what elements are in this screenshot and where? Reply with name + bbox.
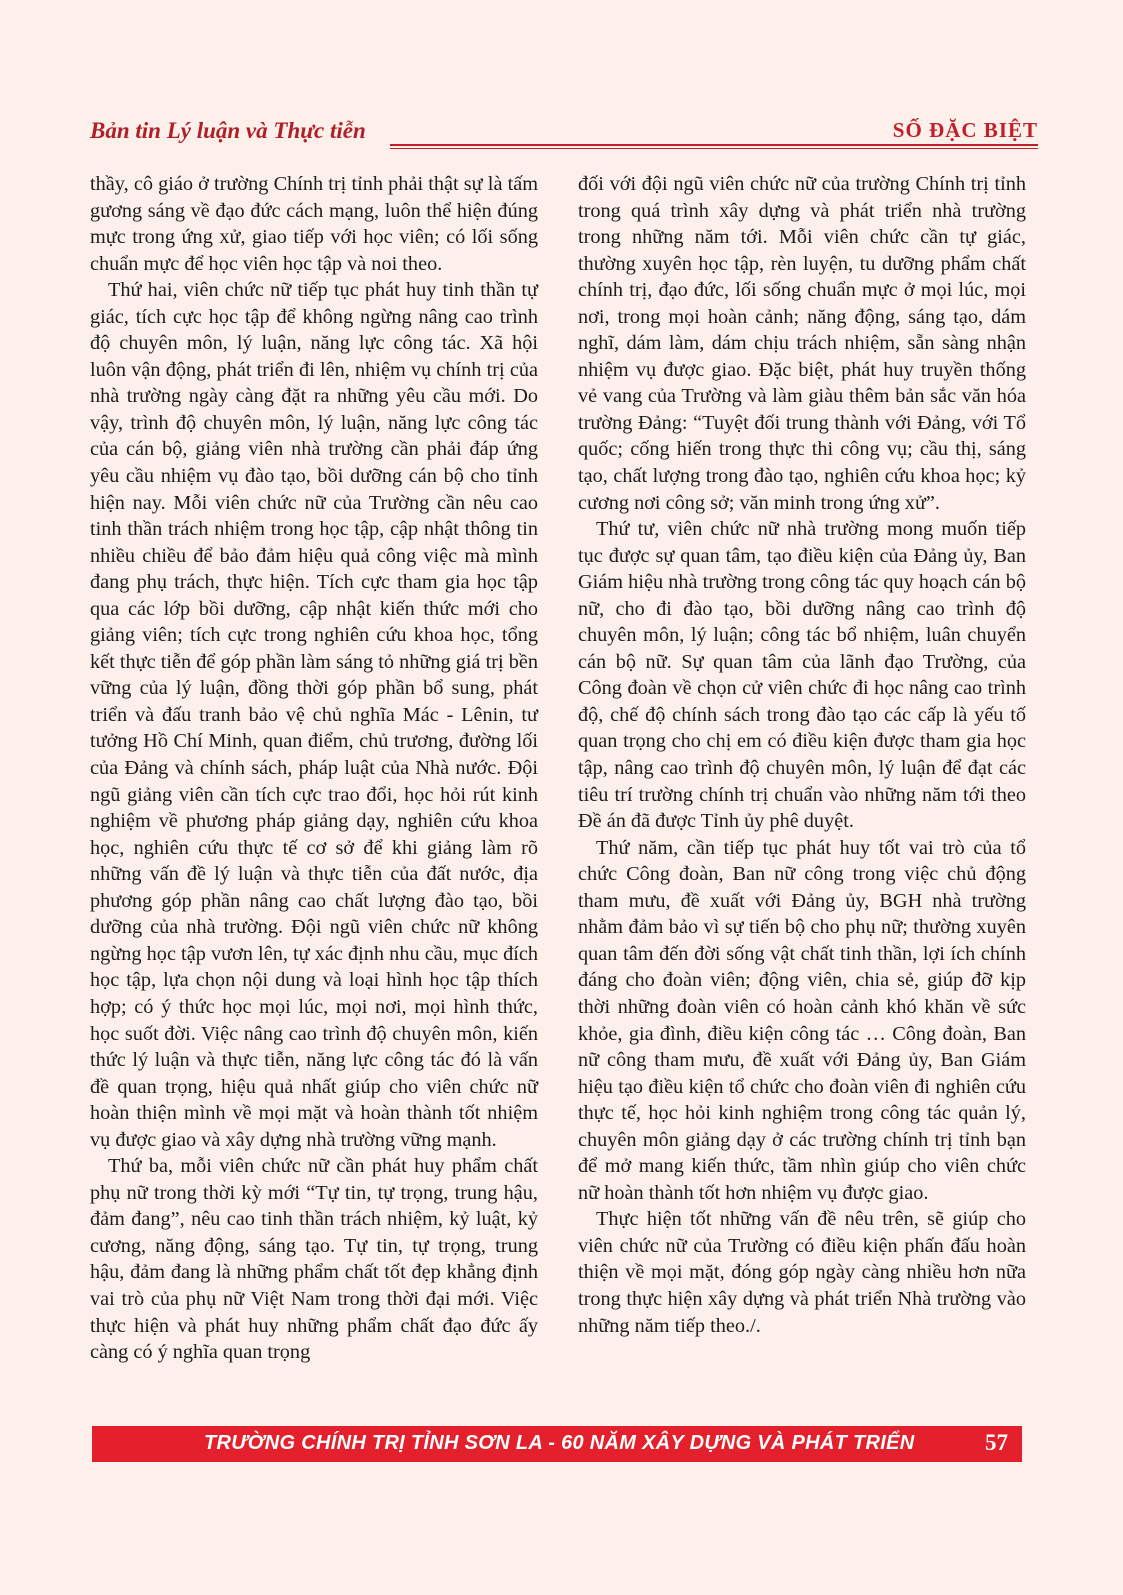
paragraph: đối với đội ngũ viên chức nữ của trường Chính trị tỉnh trong quá trình xây dựng và phát triển nhà trường trong những năm tới. Mỗi viên chức cần tự giác, thường xuyên học tập, rèn luyện, tu dưỡng phẩm chất chính trị, đạo đức, lối sống chuẩn mực ở mọi lúc, mọi nơi, trong mọi hoàn cảnh; năng động, sáng tạo, dám nghĩ, dám làm, dám chịu trách nhiệm, sẵn sàng nhận nhiệm vụ được giao. Đặc biệt, phát huy truyền thống vẻ vang của Trường và làm giàu thêm bản sắc văn hóa trường Đảng: “Tuyệt đối trung thành với Đảng, với Tổ quốc; cống hiến trong thực thi công vụ; cầu thị, sáng tạo, chất lượng trong đào tạo, nghiên cứu khoa học; kỷ cương nơi công sở; văn minh trong ứng xử”.: [578, 173, 1026, 514]
edition-label: SỐ ĐẶC BIỆT: [892, 118, 1038, 142]
paragraph: Thứ hai, viên chức nữ tiếp tục phát huy tinh thần tự giác, tích cực học tập để không ngừng nâng cao trình độ chuyên môn, lý luận, năng lực công tác. Xã hội luôn vận động, phát triển đi lên, nhiệm vụ chính trị của nhà trường ngày càng đặt ra những yêu cầu mới. Do vậy, trình độ chuyên môn, lý luận, năng lực công tác của cán bộ, giảng viên nhà trường cần phải đáp ứng yêu cầu nhiệm vụ đào tạo, bồi dưỡng cán bộ cho tỉnh hiện nay. Mỗi viên chức nữ của Trường cần nêu cao tinh thần trách nhiệm trong học tập, cập nhật thông tin nhiều chiều để bảo đảm hiệu quả công việc mà mình đang phụ trách, thực hiện. Tích cực tham gia học tập qua các lớp bồi dưỡng, cập nhật kiến thức mới cho giảng viên; tích cực trong nghiên cứu khoa học, tổng kết thực tiễn để góp phần làm sáng tỏ những giá trị bền vững của lý luận, đồng thời góp phần bổ sung, phát triển và đấu tranh bảo vệ chủ nghĩa Mác - Lênin, tư tưởng Hồ Chí Minh, quan điểm, chủ trương, đường lối của Đảng và chính sách, pháp luật của Nhà nước. Đội ngũ giảng viên cần tích cực trao đổi, học hỏi rút kinh nghiệm về phương pháp giảng dạy, nghiên cứu khoa học, nghiên cứu thực tế cơ sở để khi giảng làm rõ những vấn đề lý luận và thực tiễn của đất nước, địa phương góp phần nâng cao chất lượng đào tạo, bồi dưỡng của nhà trường. Đội ngũ viên chức nữ không ngừng học tập vươn lên, tự xác định nhu cầu, mục đích học tập, lựa chọn nội dung và loại hình học tập thích hợp; có ý thức học mọi lúc, mọi nơi, mọi hình thức, học suốt đời. Việc nâng cao trình độ chuyên môn, kiến thức lý luận và thực tiễn, năng lực công tác đó là vấn đề quan trọng, hiệu quả nhất giúp cho viên chức nữ hoàn thiện mình về mọi mặt và hoàn thành tốt nhiệm vụ được giao và xây dựng nhà trường vững mạnh.: [90, 279, 538, 1151]
footer-banner: [92, 1426, 1022, 1462]
left-column: [90, 171, 538, 1366]
page-number: 57: [985, 1430, 1008, 1455]
header-rule: [390, 144, 1038, 149]
paragraph: Thứ tư, viên chức nữ nhà trường mong muốn tiếp tục được sự quan tâm, tạo điều kiện của Đảng ủy, Ban Giám hiệu nhà trường trong công tác quy hoạch cán bộ nữ, cho đi đào tạo, bồi dưỡng nâng cao trình độ chuyên môn, lý luận; công tác bổ nhiệm, luân chuyển cán bộ nữ. Sự quan tâm của lãnh đạo Trường, của Công đoàn về chọn cử viên chức đi học nâng cao trình độ, chế độ chính sách trong đào tạo các cấp là yếu tố quan trọng cho chị em có điều kiện được tham gia học tập, nâng cao trình độ chuyên môn, lý luận để đạt các tiêu trí trường chính trị chuẩn vào những năm tới theo Đề án đã được Tỉnh ủy phê duyệt.: [578, 518, 1026, 833]
right-column: [578, 171, 1026, 1339]
article-body: [90, 171, 1038, 1416]
paragraph: Thực hiện tốt những vấn đề nêu trên, sẽ giúp cho viên chức nữ của Trường có điều kiện phấn đấu hoàn thiện về mọi mặt, đóng góp ngày càng nhiều hơn nữa trong thực hiện xây dựng và phát triển Nhà trường vào những năm tiếp theo./.: [578, 1208, 1026, 1337]
publication-title: Bản tin Lý luận và Thực tiễn: [90, 118, 372, 144]
footer-banner-text: TRƯỜNG CHÍNH TRỊ TỈNH SƠN LA - 60 NĂM XÂY DỰNG VÀ PHÁT TRIỂN: [204, 1432, 915, 1454]
paragraph: Thứ năm, cần tiếp tục phát huy tốt vai trò của tổ chức Công đoàn, Ban nữ công trong việc chủ động tham mưu, đề xuất với Đảng ủy, BGH nhà trường nhằm đảm bảo vì sự tiến bộ cho phụ nữ; thường xuyên quan tâm đến đời sống vật chất tinh thần, lợi ích chính đáng cho đoàn viên; động viên, chia sẻ, giúp đỡ kịp thời những đoàn viên có hoàn cảnh khó khăn về sức khỏe, gia đình, điều kiện công tác … Công đoàn, Ban nữ công tham mưu, đề xuất với Đảng ủy, Ban Giám hiệu tạo điều kiện tổ chức cho đoàn viên đi nghiên cứu thực tế, học hỏi kinh nghiệm trong công tác quản lý, chuyên môn giảng dạy ở các trường chính trị tỉnh bạn để mở mang kiến thức, tầm nhìn giúp cho viên chức nữ hoàn thành tốt hơn nhiệm vụ được giao.: [578, 836, 1026, 1204]
page-header: [90, 118, 1038, 150]
paragraph: thầy, cô giáo ở trường Chính trị tỉnh phải thật sự là tấm gương sáng về đạo đức cách mạng, luôn thể hiện đúng mực trong ứng xử, giao tiếp với học viên; có lối sống chuẩn mực để học viên học tập và noi theo.: [90, 173, 538, 275]
paragraph: Thứ ba, mỗi viên chức nữ cần phát huy phẩm chất phụ nữ trong thời kỳ mới “Tự tin, tự trọng, trung hậu, đảm đang”, nêu cao tinh thần trách nhiệm, kỷ luật, kỷ cương, năng động, sáng tạo. Tự tin, tự trọng, trung hậu, đảm đang là những phẩm chất tốt đẹp khẳng định vai trò của phụ nữ Việt Nam trong thời đại mới. Việc thực hiện và phát huy những phẩm chất đạo đức ấy càng có ý nghĩa quan trọng: [90, 1155, 538, 1364]
